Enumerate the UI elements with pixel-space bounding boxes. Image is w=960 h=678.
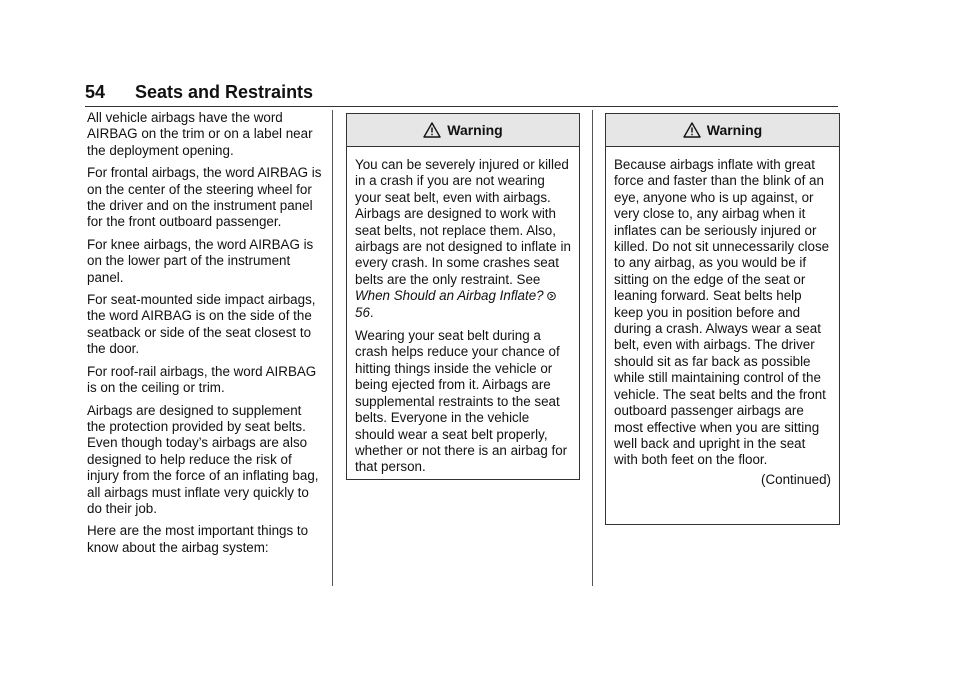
- cross-reference-link[interactable]: When Should an Airbag Inflate?: [355, 288, 544, 304]
- column-divider: [332, 110, 333, 586]
- paragraph: For roof-rail airbags, the word AIRBAG is on the ceiling or trim.: [87, 363, 317, 396]
- warning-text: You can be severely injured or killed in a crash if you are not wearing your seat belt, even with airbags. Airbags are designed to work with seat belts, not replace them. Also, airbags are not designed to inflate in every crash. In some crashes seat belts are the only restraint. See: [355, 157, 571, 287]
- warning-paragraph: Because airbags inflate with great force and faster than the blink of an eye, anyone who is up against, or very close to, any airbag when it inflates can be seriously injured or killed. Do not sit unnecessarily close to any airbag, as you would be if sitting on the edge of the seat or leaning forward. Seat belts help keep you in position before and during a crash. Always wear a seat belt, even with airbags. The driver should sit as far back as possible while still maintaining control of the vehicle. The seat belts and the front outboard passenger airbags are most effective when you are sitting well back and upright in the seat with both feet on the floor.: [614, 157, 830, 468]
- warning-icon: [683, 122, 701, 138]
- body-column: [87, 110, 323, 562]
- page-header: [85, 82, 838, 107]
- page-reference[interactable]: 56: [355, 304, 370, 320]
- warning-header: [606, 114, 839, 147]
- warning-title: Warning: [447, 121, 503, 138]
- paragraph: Airbags are designed to supplement the protection provided by seat belts. Even though today’s airbags are also designed to help reduce the risk of injury from the force of an inflating bag, all airbags must inflate very quickly to do their job.: [87, 402, 319, 516]
- warning-box: [605, 113, 840, 525]
- page-ref-arrow-icon: [547, 291, 556, 301]
- page-number: 54: [85, 82, 106, 102]
- continued-label: (Continued): [761, 471, 831, 487]
- warning-icon: [423, 122, 441, 138]
- warning-body: [606, 147, 839, 494]
- paragraph: Here are the most important things to know about the airbag system:: [87, 523, 309, 555]
- warning-body: [347, 147, 579, 489]
- paragraph: For frontal airbags, the word AIRBAG is on the center of the steering wheel for the driver and on the instrument panel for the front outboard passenger.: [87, 165, 322, 230]
- paragraph: For seat-mounted side impact airbags, the word AIRBAG is on the side of the seatback or side of the seat closest to the door.: [87, 292, 316, 357]
- warning-box: [346, 113, 580, 480]
- section-title: Seats and Restraints: [135, 82, 314, 102]
- paragraph: For knee airbags, the word AIRBAG is on the lower part of the instrument panel.: [87, 236, 314, 285]
- paragraph: All vehicle airbags have the word AIRBAG on the trim or on a label near the deployment opening.: [87, 110, 313, 158]
- warning-header: [347, 114, 579, 147]
- warning-title: Warning: [706, 121, 763, 138]
- column-divider: [592, 110, 593, 586]
- warning-paragraph: Wearing your seat belt during a crash helps reduce your chance of hitting things inside the vehicle or being ejected from it. Airbags are supplemental restraints to the seat belts. Everyone in the vehicle should wear a seat belt properly, whether or not there is an airbag for that person.: [355, 328, 568, 475]
- warning-paragraph: You can be severely injured or killed in a crash if you are not wearing your seat belt, even with airbags. Airbags are designed to work with seat belts, not replace them. Also, airbags are not designed to inflate in every crash. In some crashes seat belts are the only restraint. See When Should an Airbag Inflate? 56.: [355, 157, 571, 320]
